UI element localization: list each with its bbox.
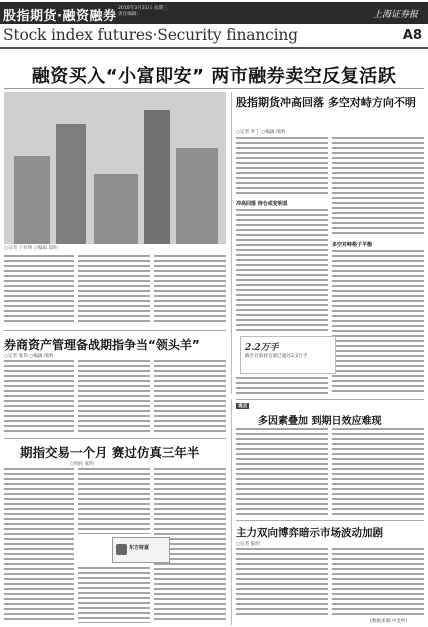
bottom-right-byline: ○记者 陈明 xyxy=(236,542,260,547)
section-title-cn: 股指期货·融资融券 xyxy=(3,9,117,24)
section-title-en: Stock index futures·Security financing xyxy=(3,26,298,44)
issue-editor: 责任编辑: xyxy=(118,12,138,17)
right-top-byline: ○记者 叶丁 ○编辑 邵明 xyxy=(236,130,286,135)
lead-headline: 融资买入“小富即安” 两市融券卖空反复活跃 xyxy=(31,66,397,87)
issue-meta xyxy=(118,6,167,18)
photo-caption: ○记者 于祥明 ○编辑 邵明 xyxy=(4,246,58,251)
lead-photo xyxy=(4,92,226,244)
bottom-left-rule xyxy=(4,438,226,439)
column-divider xyxy=(231,92,232,394)
pull-quote xyxy=(240,336,336,374)
pull-quote-text: 截至目前持仓量已超过2.2万手 xyxy=(245,354,308,359)
middle-col3 xyxy=(154,360,226,434)
bottom-right-col2 xyxy=(332,548,424,616)
right-top-col1b xyxy=(236,209,328,333)
right-mid-rule xyxy=(236,399,424,400)
paper-logo: 上海证券报 xyxy=(372,10,418,20)
middle-title: 券商资产管理备战期指争当“领头羊” xyxy=(4,338,200,352)
opinion-tag: 观点 xyxy=(238,404,248,409)
headline-rule xyxy=(4,88,424,89)
right-top-title xyxy=(236,96,422,110)
issue-date: 2010年3月31日 星期三 xyxy=(118,6,168,11)
right-top-col1 xyxy=(236,137,328,197)
bottom-left-byline: ○特约 张明 xyxy=(70,462,94,467)
middle-col1 xyxy=(4,360,74,434)
right-mid-col1 xyxy=(236,428,328,516)
bottom-left-col2b xyxy=(78,567,150,623)
bottom-right-col1 xyxy=(236,548,328,616)
right-top-subhead1: 冲高回落 持仓或变明显 xyxy=(236,201,288,207)
bottom-left-title: 期指交易一个月 赛过仿真三年半 xyxy=(20,445,200,460)
ad-text: 东方财富 xyxy=(129,545,150,551)
masthead xyxy=(0,0,428,50)
lead-article-col1 xyxy=(4,255,74,325)
middle-rule xyxy=(4,330,226,331)
right-top-col1c xyxy=(236,377,328,394)
masthead-bar xyxy=(0,2,428,24)
ad-box[interactable] xyxy=(112,537,170,563)
right-top-subhead2: 多空对峙格子平衡 xyxy=(332,242,373,248)
right-mid-col2 xyxy=(332,428,424,516)
middle-col2 xyxy=(78,360,150,434)
lead-article-col3 xyxy=(154,255,226,325)
right-top-col2b xyxy=(332,250,424,394)
column-divider-bottom xyxy=(231,399,232,625)
bottom-right-title: 主力双向博弈暗示市场波动加剧 xyxy=(236,527,383,539)
ad-logo-icon xyxy=(116,544,127,555)
bottom-right-rule xyxy=(236,520,424,521)
bottom-right-footer: (数据来源:中金所) xyxy=(370,619,408,624)
right-mid-title: 多因素叠加 到期日效应难现 xyxy=(258,416,382,427)
right-top-title-text: 股指期货冲高回落 多空对峙方向不明 xyxy=(236,96,416,109)
masthead-rule xyxy=(0,47,428,49)
bottom-left-col2 xyxy=(78,468,150,534)
pull-quote-number: 2.2万手 xyxy=(245,343,279,353)
right-top-col2 xyxy=(332,137,424,237)
lead-article-col2 xyxy=(78,255,150,325)
bottom-left-col1 xyxy=(4,468,74,623)
middle-byline: ○记者 张伟 ○编辑 邵明 xyxy=(4,354,54,359)
page-number: A8 xyxy=(402,28,422,43)
